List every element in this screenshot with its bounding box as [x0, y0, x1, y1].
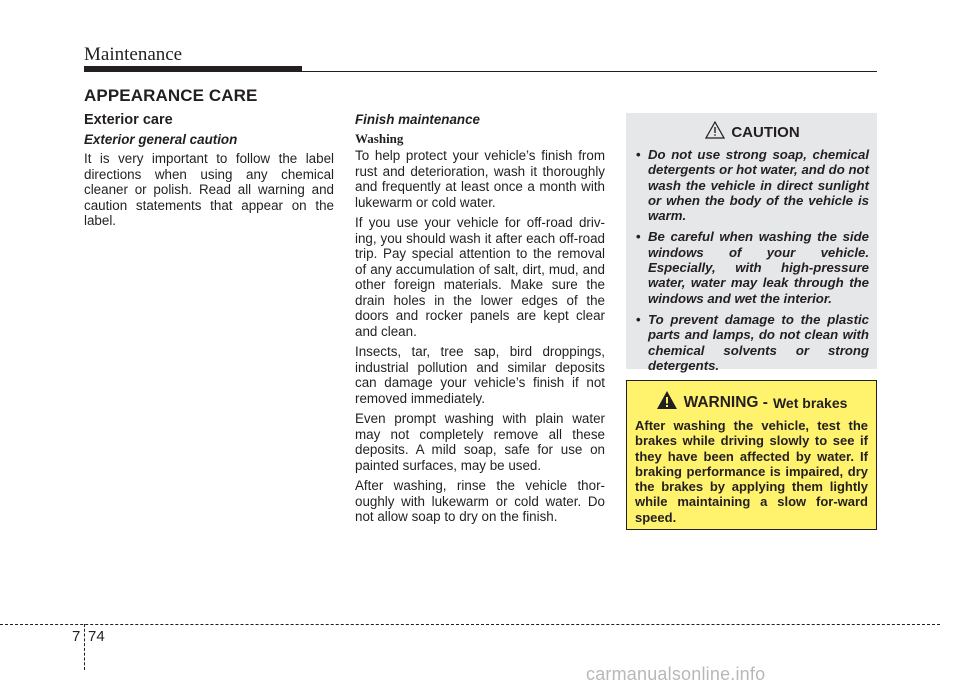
- caution-item: • Be careful when washing the side windows of your vehicle. Especially, with high-pressure water, water may leak through the windows and wet the interior.: [636, 229, 869, 305]
- footer-vertical-dashed-rule: [84, 624, 85, 670]
- washing-paragraph-3: Insects, tar, tree sap, bird droppings, industrial pollution and similar deposits can damage your vehicle’s finish if not removed immediately.: [355, 344, 605, 406]
- caution-list: [636, 147, 869, 373]
- finish-maintenance-heading: Finish maintenance: [355, 112, 481, 127]
- page-chapter-number: 7: [72, 628, 81, 645]
- left-column: [84, 112, 334, 234]
- warning-header: [635, 390, 868, 415]
- caution-box: [626, 113, 877, 373]
- section-title: APPEARANCE CARE: [84, 86, 258, 105]
- exterior-care-paragraph: It is very important to follow the label directions when using any chemical cleaner or polish. Read all warning and caution statements that appear on the label.: [84, 151, 334, 228]
- washing-paragraph-2: If you use your vehicle for off-road driv-ing, you should wash it after each off-road trip. Pay special attention to the removal of any accumulation of salt, dirt, mud, and other foreign materials. Make sure the drain holes in the lower edges of the doors and rocker panels are kept clear and clean.: [355, 215, 605, 339]
- washing-paragraph-5: After washing, rinse the vehicle thor-oughly with lukewarm or cold water. Do not allow soap to dry on the finish.: [355, 478, 605, 524]
- washing-paragraph-4: Even prompt washing with plain water may not completely remove all these deposits. A mild soap, safe for use on painted surfaces, may be used.: [355, 411, 605, 473]
- exterior-care-heading: Exterior care: [84, 112, 173, 128]
- warning-title: WARNING -: [683, 393, 768, 411]
- caution-header: [636, 121, 869, 144]
- exterior-general-caution-subheading: Exterior general caution: [84, 132, 238, 147]
- caution-item: • Do not use strong soap, chemical detergents or hot water, and do not wash the vehicle in direct sunlight or when the body of the vehicle is warm.: [636, 147, 869, 223]
- warning-subtitle: Wet brakes: [772, 394, 848, 411]
- footer-dashed-rule: [0, 624, 940, 625]
- watermark: carmanualsonline.info: [586, 664, 766, 684]
- warning-text: After washing the vehicle, test the brakes while driving slowly to see if they have been affected by water. If braking performance is impaired, dry the brakes by applying them lightly while maintaining a slow for-ward speed.: [635, 418, 868, 525]
- header-bar: [84, 66, 302, 72]
- middle-column: [355, 112, 605, 530]
- caution-item: • To prevent damage to the plastic parts and lamps, do not clean with chemical solvents or strong detergents.: [636, 312, 869, 373]
- warning-triangle-icon: [656, 390, 678, 415]
- warning-box: [626, 380, 877, 530]
- washing-paragraph-1: To help protect your vehicle’s finish from rust and deterioration, wash it thoroughly and frequently at least once a month with lukewarm or cold water.: [355, 148, 605, 210]
- caution-triangle-icon: [705, 121, 725, 144]
- page-number: 74: [88, 628, 105, 645]
- caution-title: CAUTION: [731, 124, 800, 141]
- page-header-title: Maintenance: [84, 44, 183, 65]
- header-rule: [302, 71, 877, 72]
- washing-label: Washing: [355, 131, 404, 146]
